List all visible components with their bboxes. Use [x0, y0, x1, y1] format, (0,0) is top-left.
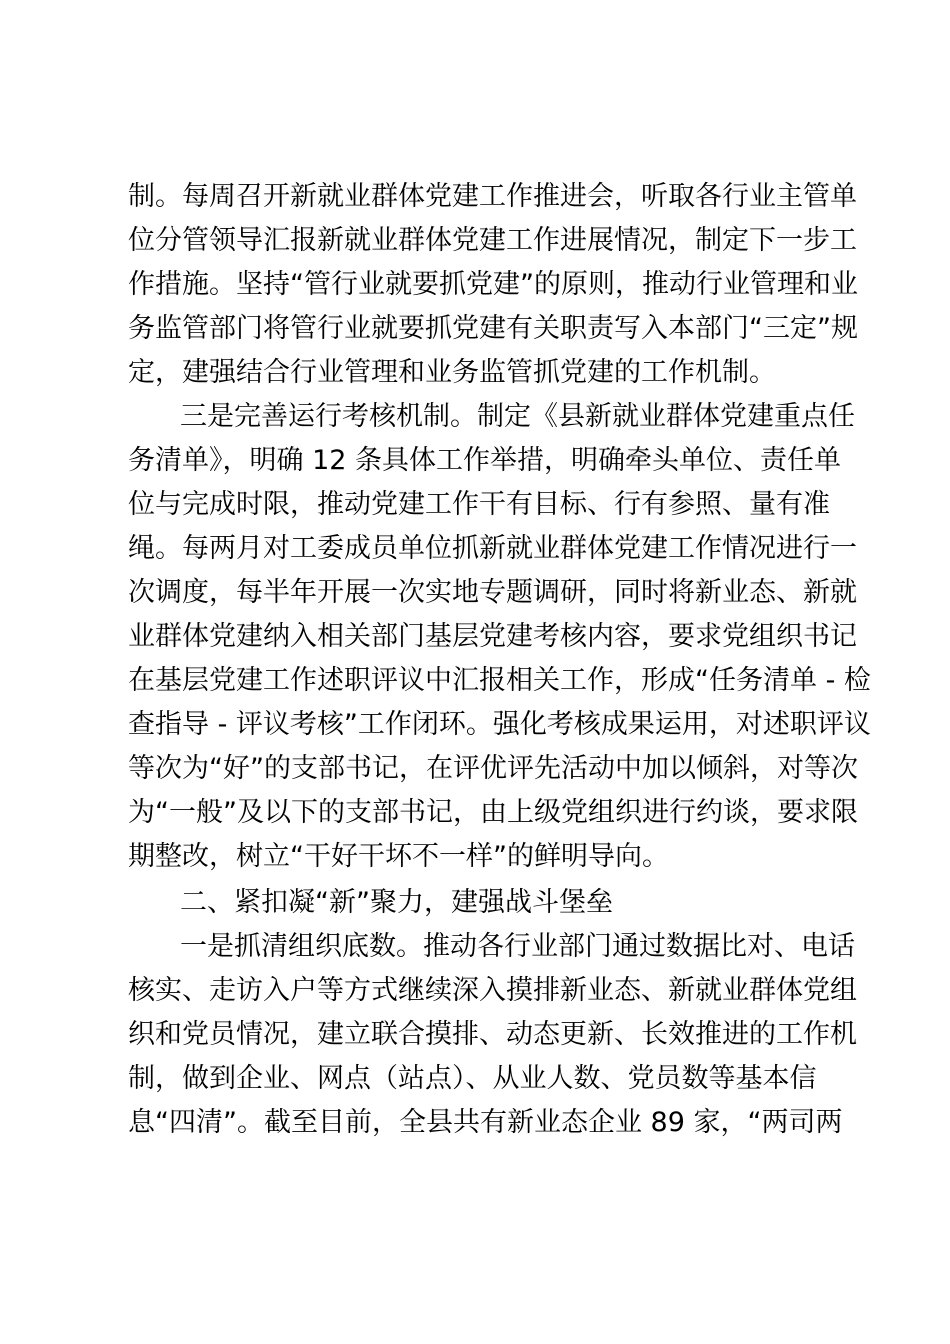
text-line: 在基层党建工作述职评议中汇报相关工作，形成“任务清单 - 检 — [128, 665, 871, 696]
text-line: 织和党员情况，建立联合摸排、动态更新、长效推进的工作机 — [128, 1019, 857, 1050]
section-heading: 二、紧扣凝“新”聚力，建强战斗堡垒 — [180, 887, 613, 918]
text-line: 业群体党建纳入相关部门基层党建考核内容，要求党组织书记 — [128, 621, 857, 652]
text-line: 息“四清”。截至目前，全县共有新业态企业 89 家，“两司两 — [128, 1107, 843, 1138]
text-line: 制，做到企业、网点（站点）、从业人数、党员数等基本信 — [128, 1063, 817, 1094]
text-line: 定，建强结合行业管理和业务监管抓党建的工作机制。 — [128, 357, 776, 388]
text-line: 核实、走访入户等方式继续深入摸排新业态、新就业群体党组 — [128, 975, 857, 1006]
text-line: 等次为“好”的支部书记，在评优评先活动中加以倾斜，对等次 — [128, 753, 858, 784]
text-line: 一是抓清组织底数。推动各行业部门通过数据比对、电话 — [180, 931, 855, 962]
text-line: 制。每周召开新就业群体党建工作推进会，听取各行业主管单 — [128, 181, 857, 212]
text-line: 为“一般”及以下的支部书记，由上级党组织进行约谈，要求限 — [128, 797, 858, 828]
text-line: 位分管领导汇报新就业群体党建工作进展情况，制定下一步工 — [128, 225, 857, 256]
text-line: 作措施。坚持“管行业就要抓党建”的原则，推动行业管理和业 — [128, 269, 858, 300]
text-line: 绳。每两月对工委成员单位抓新就业群体党建工作情况进行一 — [128, 533, 857, 564]
text-line: 三是完善运行考核机制。制定《县新就业群体党建重点任 — [180, 401, 855, 432]
text-line: 位与完成时限，推动党建工作干有目标、行有参照、量有准 — [128, 489, 830, 520]
text-line: 查指导 - 评议考核”工作闭环。强化考核成果运用，对述职评议 — [128, 709, 871, 740]
text-line: 务监管部门将管行业就要抓党建有关职责写入本部门“三定”规 — [128, 313, 858, 344]
text-line: 期整改，树立“干好干坏不一样”的鲜明导向。 — [128, 841, 669, 872]
text-line: 务清单》，明确 12 条具体工作举措，明确牵头单位、责任单 — [128, 445, 842, 476]
text-line: 次调度，每半年开展一次实地专题调研，同时将新业态、新就 — [128, 577, 857, 608]
